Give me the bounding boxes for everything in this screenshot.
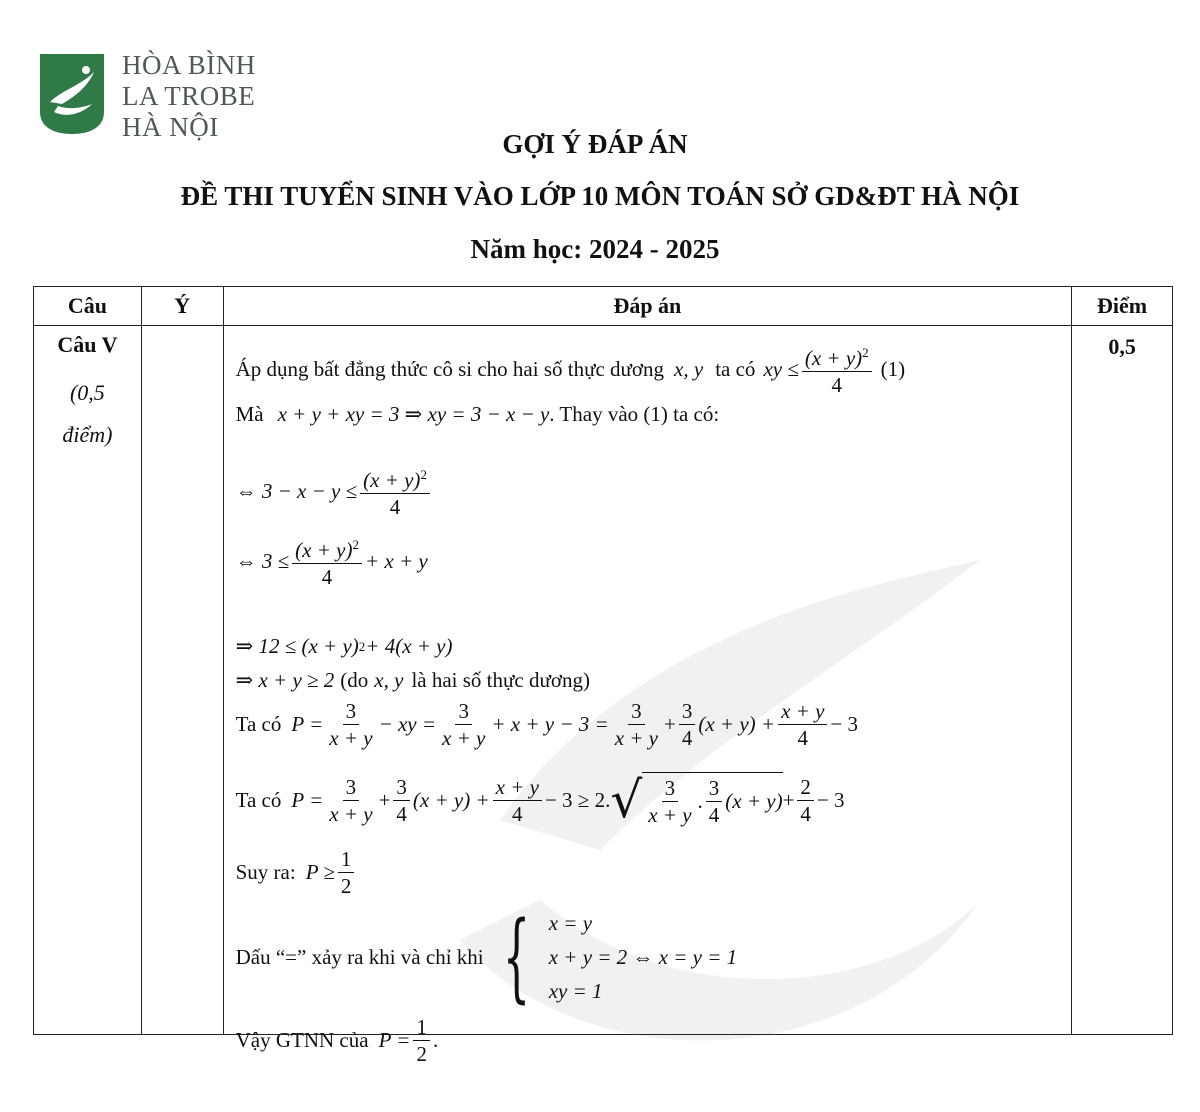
fraction: $\frac{1}{2}$ [413, 1014, 430, 1067]
solution-line-9 [236, 846, 358, 899]
logo-line-3: HÀ NỘI [122, 112, 219, 142]
text-span: Dấu “=” xảy ra khi và chỉ khi [235, 944, 484, 969]
question-points-1: (0,5 [69, 380, 105, 405]
fraction-numerator: (x + y) [363, 468, 421, 492]
text-span: là hai số thực dương) [411, 668, 590, 692]
solution-line-5: ⇒ 12 ≤ (x + y) 2 + 4(x + y) [235, 634, 453, 658]
fraction-denominator: 4 [831, 373, 843, 397]
school-year: Năm học: 2024 - 2025 [470, 234, 720, 264]
equation-ref: (1) [880, 356, 906, 381]
solution-line-8: Ta có P = $\frac{3}{x + y}$ + $\frac{3}{4}$ (x + y) + $\frac{x + y}{4}$ − 3 ≥ 2. √ $\frac{3}{x + y}$ . $\frac{3}{4}$ (x + y) + $\frac{2}{4}$ − 3 [235, 771, 845, 829]
square-root: √ $\frac{3}{x + y}$ . $\frac{3}{4}$ (x + y) [610, 771, 783, 829]
solution-line-3 [236, 462, 433, 520]
fraction: $\frac{3}{4}$ [393, 774, 410, 827]
page-title: GỢI Ý ĐÁP ÁN [502, 129, 688, 159]
fraction-denominator: 4 [389, 495, 401, 519]
fraction: $\frac{(x + y)^2}{4}$ [802, 340, 872, 398]
fraction: $\frac{(x + y)^2}{4}$ [292, 532, 362, 590]
fraction-numerator: (x + y) [804, 346, 863, 370]
fraction-numerator: (x + y) [295, 538, 353, 562]
math-span: xy ≤ [763, 356, 799, 381]
solution-line-1 [236, 340, 906, 398]
text-span: Ta có [235, 712, 282, 736]
solution-line-7: Ta có P = $\frac{3}{x + y}$ − xy = $\frac{3}{x + y}$ + x + y − 3 = $\frac{3}{x + y}$ + $\frac{3}{4}$ (x + y) + $\frac{x + y}{4}$ − 3 [235, 699, 858, 750]
table-row [34, 326, 1173, 1035]
math-span: x + y + xy = 3 ⇒ xy = 3 − x − y [277, 402, 550, 426]
logo-line-2: LA TROBE [122, 81, 256, 111]
header-diem: Điểm [1072, 287, 1173, 326]
text-span: Ta có [235, 787, 282, 812]
answer-table [33, 286, 1173, 1066]
math-span: ⇔ 3 − x − y ≤ [235, 478, 358, 503]
system-row: xy = 1 [548, 979, 603, 1003]
math-span: ⇒ 12 ≤ (x + y) [235, 634, 359, 658]
text-span: ta có [715, 356, 756, 381]
math-span: x, y [674, 356, 704, 381]
text-span: Áp dụng bất đẳng thức cô si cho hai số thực dương [235, 356, 665, 381]
system-row: x = y [548, 911, 593, 935]
question-cell [34, 326, 142, 1035]
math-span: ⇒ x + y ≥ 2 [235, 668, 335, 692]
text-span: . [432, 1028, 439, 1052]
fraction: $\frac{3}{x + y}$ [614, 699, 658, 750]
score-cell: 0,5 [1072, 326, 1173, 1035]
math-span: + 4(x + y) [365, 634, 453, 658]
math-span: P = [378, 1028, 411, 1052]
logo-line-1: HÒA BÌNH [122, 50, 256, 80]
fraction: $\frac{(x + y)^2}{4}$ [360, 462, 430, 520]
fraction: $\frac{3}{4}$ [679, 698, 696, 751]
math-span: P = [291, 712, 324, 736]
question-points-2: điểm) [62, 422, 113, 447]
logo-emblem-icon [36, 50, 108, 136]
solution-line-10 [235, 901, 738, 1013]
solution-line-11 [236, 1014, 439, 1067]
fraction: $\frac{x + y}{4}$ [493, 774, 542, 827]
answer-cell [223, 326, 1072, 1066]
fraction: $\frac{2}{4}$ [797, 774, 814, 827]
system-of-equations: { x = y x + y = 2 ⇔ x = y = 1 xy = 1 [502, 901, 738, 1013]
sub-question-cell [141, 326, 223, 1035]
solution-line-4 [236, 532, 428, 590]
solution-line-6 [236, 668, 590, 693]
header-y: Ý [141, 287, 223, 326]
text-span: (do [340, 668, 369, 692]
system-row: x + y = 2 ⇔ x = y = 1 [548, 945, 738, 969]
text-span: Suy ra: [235, 860, 296, 884]
math-span: ⇔ 3 ≤ [235, 548, 290, 573]
math-span: + x + y [364, 548, 428, 573]
table-header-row [34, 287, 1173, 326]
exam-subtitle: ĐỀ THI TUYỂN SINH VÀO LỚP 10 MÔN TOÁN SỞ GD&ĐT HÀ NỘI [180, 181, 1020, 211]
fraction: $\frac{x + y}{4}$ [778, 698, 827, 751]
fraction: $\frac{3}{x + y}$ [329, 774, 373, 826]
text-span: Vậy GTNN của [235, 1028, 369, 1052]
text-span: Mà [235, 402, 264, 426]
fraction: $\frac{3}{x + y}$ [442, 699, 486, 750]
fraction: $\frac{3}{x + y}$ [329, 699, 373, 750]
math-span: x, y [374, 668, 404, 692]
header-cau: Câu [34, 287, 142, 326]
question-label: Câu V [57, 332, 118, 357]
header-dap-an: Đáp án [223, 287, 1072, 326]
fraction-denominator: 4 [321, 565, 333, 589]
solution-line-2 [236, 402, 720, 427]
fraction: $\frac{1}{2}$ [338, 846, 355, 899]
text-span: . Thay vào (1) ta có: [549, 402, 720, 426]
math-span: P ≥ [305, 860, 335, 884]
